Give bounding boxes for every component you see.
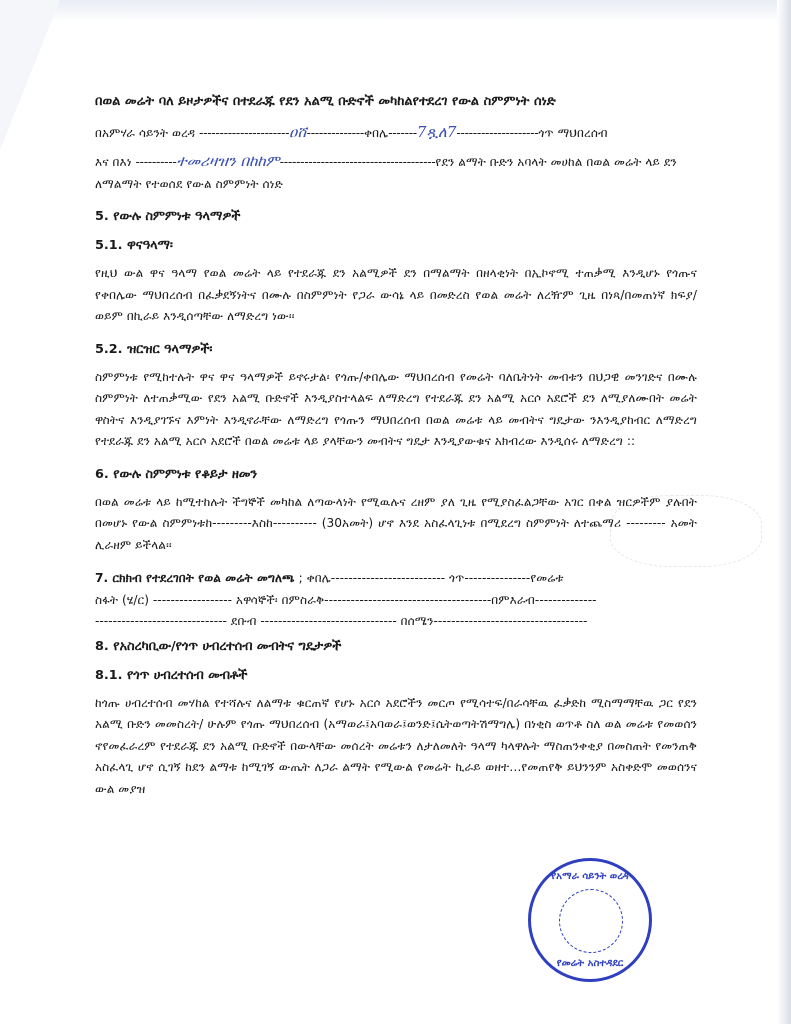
page-right-shadow bbox=[777, 0, 791, 1024]
section-6-text: በወል መሬቱ ላይ ከሚተከሉት ችግኞች መካከል ለጣውላነት የሚዉሉና ረዘም ያለ ጊዜ የሚያስፈልጋቸው አገር በቀል ዝርዎችም ያሉበት በመሆኑ የውል ስምምነቱከ---------እስከ---------- (30አመት) ሆኖ እንደ አስፈላጊነቱ በሚደረግ ስምምነት ለተጨማሪ --------- አመት ሊራዘም ይችላል፡፡ bbox=[95, 494, 697, 552]
official-stamp bbox=[528, 858, 652, 982]
stamp-top-text: የአማራ ሳይንት ወረዳ bbox=[551, 871, 629, 882]
page-top-shadow bbox=[0, 0, 791, 22]
section-7-line-1: ; ቀበሌ-------------------------- ጎጥ---------------የመሬቱ bbox=[298, 571, 564, 585]
section-8-1-text: ከጎጡ ሀብረተሰብ መሃከል የተሻሉና ለልማቱ ቁርጠኛ የሆኑ አርሶ አደሮችን መርጦ የሚሳተፍ/በራሳቸዉ ፈቃድከ ሚስማማቸዉ ጋር የደን አልሚ ቡድን መመስረት/ ሁሉም የጎጡ ማህበረሰብ (አማወራ፤አባወራ፤ወንድ፤ሴትወጣትሽማግሌ) በነቂስ ወጥቶ ስለ ወል መሬቱ የመወሰን ኖየመፈራረም የተደራጁ ደን አልሚ ቡድኖች በውላቸው መሰረት መሬቱን ለታለመለት ዓላማ ካላዋሉት ማስጠንቀቂያ በመስጠት የመንጠቅ አስፈላጊ ሆኖ ሲገኝ ከደን ልማቱ ከሚገኝ ውጤት ለጋራ ልማት የሚውል የመሬት ኪራይ ወዘተ…የመጠየቅ ይህንንም አስቀድሞ መወሰንና ውል መያዝ bbox=[95, 695, 697, 796]
fill-line-woreda: በአምሃራ ሳይንት ወረዳ ----------------------ዐሸ--------------ቀበሌ-------7ጿለ7--------------------ጎጥ ማህበረሰብ bbox=[95, 123, 608, 141]
folded-corner bbox=[0, 0, 60, 150]
woreda-label: በአምሃራ ሳይንት ወረዳ bbox=[95, 126, 200, 140]
document-page bbox=[95, 90, 697, 800]
section-5-1-heading: 5.1. ዋናዓላማ፡ bbox=[95, 238, 173, 253]
kebele-label: ቀበሌ bbox=[363, 126, 389, 140]
document-title: በወል መሬት ባለ ይዞታዎችና በተደራጁ የደን አልሚ ቡድኖች መካከልየተደረገ የውል ስምምነት ሰነድ bbox=[95, 94, 556, 109]
section-5-2-heading: 5.2. ዝርዝር ዓላማዎች፡ bbox=[95, 341, 213, 357]
names-handwritten: ተመሪዛዝን በከከም bbox=[176, 152, 280, 170]
names-suffix: የደን ልማት ቡድን አባላት መሀከል በወል መሬት ላይ ደን ለማልማት የተወሰደ የውል ስምምነት ሰነድ bbox=[95, 155, 677, 191]
section-7-block bbox=[95, 568, 697, 633]
section-8-1-heading: 8.1. የጎጥ ሀብረተሰብ መብቶች bbox=[95, 667, 248, 683]
section-5-2-text: ስምምነቱ የሚከተሉት ዋና ዋና ዓላማዎች ይኖሩታል፡ የጎጡ/ቀበሌው ማህበረሰብ የመሬት ባለቤትነት መብቱን በህጋዊ መንገድና በሙሉ ስምምነት ለተጠቃሚው የደን አልሚ ቡድኖች እንዲያስተላልፍ ለማድረግ የተደራጁ ደን አልሚ አርሶ አደሮች ደን ለሚያለሙበት መሬት ዋስትና እንዲያገኙና እምነት እንዲኖራቸው ለማድረግ የጎጡን ማህበረሰብ በወል መሬቱ ላይ መብትና ግዴታው ንእንዲያከብር ለማድረግ የተደራጁ ደን አልሚ አርሶ አደሮች በወል መሬቱ ላይ ያላቸውን መብትና ግዴታ እንዲያውቁና አክብረው እንዲሰሩ ለማድረግ :: bbox=[95, 369, 697, 448]
section-7-line-2: ስፋት (ሄ/ር) ------------------ አዋሳኞች፡ በምስራቅ--------------------------------------በምእራብ-------------- bbox=[95, 592, 597, 607]
stamp-bottom-text: የመሬት አስተዳደር bbox=[556, 958, 624, 969]
woreda-handwritten: ዐሸ bbox=[289, 123, 307, 141]
stamp-emblem-icon bbox=[559, 889, 623, 953]
got-label: ጎጥ ማህበረሰብ bbox=[538, 126, 608, 140]
kebele-handwritten: 7ጿለ7 bbox=[416, 123, 457, 141]
section-7-line-3: ------------------------------ ደቡብ ------------------------------- በሰሜን----------------------------------- bbox=[95, 614, 588, 628]
section-8-heading: 8. የአስረካቢው/የጎጥ ሀብረተሰብ መብትና ግዴታዎች bbox=[95, 638, 342, 654]
fill-line-names: እና በእነ ----------ተመሪዛዝን በከከም--------------------------------------የደን ልማት ቡድን አባላት መሀከል በወል መሬት ላይ ደን ለማልማት የተወሰደ የውል ስምምነት ሰነድ bbox=[95, 152, 677, 191]
section-5-1-text: የዚህ ውል ዋና ዓላማ የወል መሬት ላይ የተደራጁ ደን አልሚዎች ደን በማልማት በዘላቂነት በኢኮኖሚ ተጠቃሚ እንዲሆኑ የጎጡና የቀበሌው ማህበረሰብ በፈቃደኝነትና በሙሉ በስምምነት የጋራ ውሳኔ ላይ በመድረስ የወል መሬት ለረዥም ጊዜ በነጻ/በመጠነኛ ክፍያ/ ወይም በኪራይ እንዲሰጣቸው ለማድረግ ነው፡፡ bbox=[95, 266, 697, 323]
section-7-heading: 7. ርክክብ የተደረገበት የወል መሬት መግለጫ bbox=[95, 571, 295, 585]
section-5-heading: 5. የውሉ ስምምነቱ ዓላማዎች bbox=[95, 209, 241, 224]
names-label: እና በእነ bbox=[95, 155, 132, 169]
section-6-heading: 6. የውሉ ስምምነቱ የቆይታ ዘመን bbox=[95, 466, 258, 482]
